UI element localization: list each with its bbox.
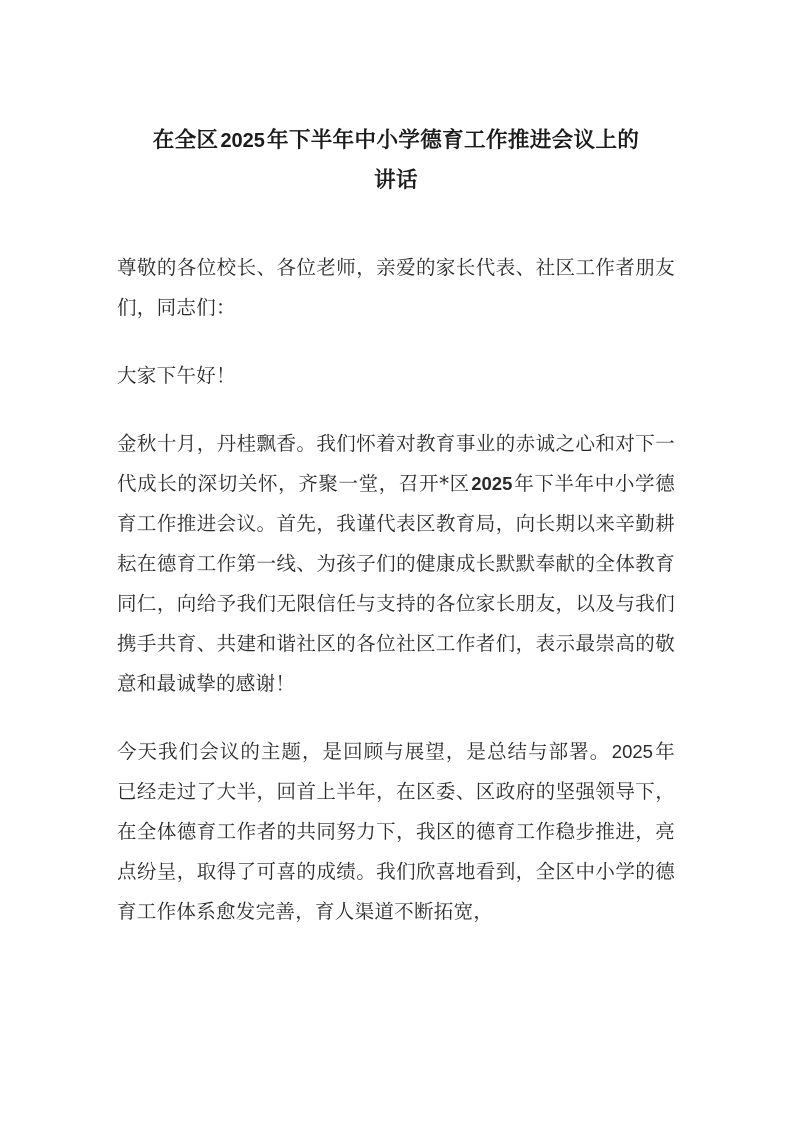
paragraph-opening [117,424,675,704]
greeting-text: 大家下午好！ [117,364,236,387]
paragraph-theme [117,732,675,932]
document-body [117,248,675,932]
document-title [117,0,675,201]
salutation-text: 尊敬的各位校长、各位老师，亲爱的家长代表、社区工作者朋友们，同志们： [117,256,675,319]
opening-text-part1: 金秋十月，丹桂飘香。我们怀着对教育事业的赤诚之心和对下一代成长的深切关怀，齐聚一堂，召开*区 [117,432,675,495]
opening-year: 2025 [471,473,513,494]
paragraph-spacer [117,718,675,732]
title-prefix: 在全区 [152,128,219,153]
paragraph-salutation [117,248,675,328]
title-line-2: 讲话 [374,168,418,193]
paragraph-spacer [117,342,675,356]
paragraph-greeting [117,356,675,396]
theme-year: 2025 [611,741,653,762]
title-suffix: 年下半年中小学德育工作推进会议上的 [266,128,640,153]
opening-text-part2: 年下半年中小学德育工作推进会议。首先，我谨代表区教育局，向长期以来辛勤耕耘在德育工作第一线、为孩子们的健康成长默默奉献的全体教育同仁，向给予我们无限信任与支持的各位家长朋友，以及与我们携手共育、共建和谐社区的各位社区工作者们，表示最崇高的敬意和最诚挚的感谢！ [117,472,675,695]
document-content [117,0,675,932]
title-year: 2025 [220,130,265,152]
theme-text-part2: 年已经走过了大半，回首上半年，在区委、区政府的坚强领导下，在全体德育工作者的共同努力下，我区的德育工作稳步推进，亮点纷呈，取得了可喜的成绩。我们欣喜地看到，全区中小学的德育工作体系愈发完善，育人渠道不断拓宽， [117,740,675,923]
theme-text-part1: 今天我们会议的主题，是回顾与展望，是总结与部署。 [117,740,611,763]
paragraph-spacer [117,410,675,424]
